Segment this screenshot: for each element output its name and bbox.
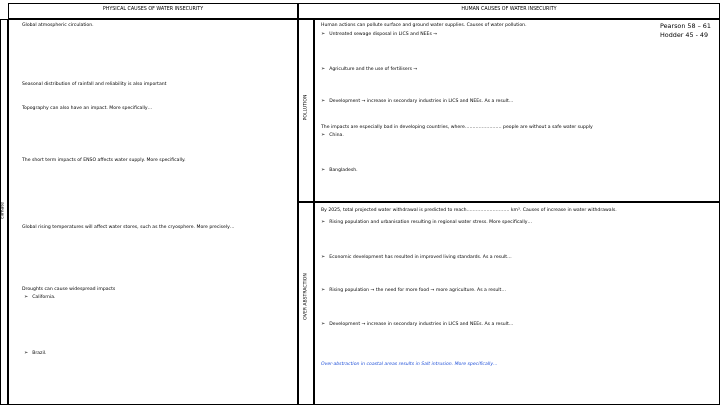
physical-bullet-brazil — [24, 350, 46, 357]
bullet-text: Agriculture and the use of fertilisers → — [329, 67, 418, 72]
arrow-bullet-icon: ➢ — [321, 219, 326, 225]
abstraction-section — [314, 202, 720, 405]
abstraction-bullet-1 — [321, 219, 532, 226]
bullet-text: Development → increase in secondary industries in LICS and NEEs. As a result… — [329, 322, 514, 327]
pollution-bullet-bangladesh — [321, 167, 358, 174]
physical-text-4: The short term impacts of ENSO affects water supply. More specifically. — [22, 158, 186, 163]
physical-column — [8, 19, 298, 405]
header-human: HUMAN CAUSES OF WATER INSECURITY — [461, 7, 557, 12]
physical-bullet-california — [24, 294, 55, 301]
abstraction-note: Over-abstraction in coastal areas results in Salt intrusion. More specifically… — [321, 362, 498, 367]
pollution-section — [314, 19, 720, 202]
pollution-bullet-1 — [321, 31, 437, 38]
abstraction-intro: By 2025, total projected water withdrawal is predicted to reach………………………. km³. Causes of increase in water withdrawals. — [321, 208, 617, 213]
ref-hodder: Hodder 45 - 49 — [660, 31, 709, 39]
physical-text-5: Global rising temperatures will affect water stores, such as the cryosphere. More precisely… — [22, 225, 235, 230]
bullet-text: Development → increase in secondary industries in LICS and NEEs. As a result… — [329, 99, 514, 104]
bullet-text: Rising population and urbanisation resulting in regional water stress. More specifically… — [329, 220, 533, 225]
bullet-text: Brazil. — [32, 351, 47, 356]
arrow-bullet-icon: ➢ — [321, 287, 326, 293]
physical-text-3: Topography can also have an impact. More specifically… — [22, 106, 153, 111]
abstraction-bullet-4 — [321, 321, 513, 328]
abstraction-bullet-2 — [321, 254, 512, 261]
bullet-text: Untreated sewage disposal in LICS and NEEs → — [329, 32, 438, 37]
bullet-text: China. — [329, 133, 344, 138]
bullet-text: California. — [32, 295, 56, 300]
arrow-bullet-icon: ➢ — [321, 254, 326, 260]
pollution-impacts: The impacts are especially bad in developing countries, where…………………… people are without a safe water supply — [321, 125, 593, 130]
abstraction-bullet-3 — [321, 287, 506, 294]
physical-text-6: Droughts can cause widespread impacts — [22, 287, 116, 292]
arrow-bullet-icon: ➢ — [24, 350, 29, 356]
physical-text-2: Seasonal distribution of rainfall and reliability is also important — [22, 82, 167, 87]
bullet-text: Bangladesh. — [329, 168, 358, 173]
pollution-intro: Human actions can pollute surface and ground water supplies. Causes of water pollution. — [321, 23, 527, 28]
bullet-text: Economic development has resulted in improved living standards. As a result… — [329, 255, 512, 260]
pollution-bullet-2 — [321, 66, 417, 73]
arrow-bullet-icon: ➢ — [321, 31, 326, 37]
abstraction-label: OVER ABSTRACTION — [303, 273, 309, 320]
arrow-bullet-icon: ➢ — [321, 66, 326, 72]
pollution-bullet-china — [321, 132, 344, 139]
arrow-bullet-icon: ➢ — [321, 98, 326, 104]
arrow-bullet-icon: ➢ — [321, 321, 326, 327]
arrow-bullet-icon: ➢ — [321, 132, 326, 138]
bullet-text: Rising population → the need for more food → more agriculture. As a result… — [329, 288, 506, 293]
physical-text-1: Global atmospheric circulation. — [22, 23, 94, 28]
pollution-label: POLLUTION — [303, 94, 309, 121]
ref-pearson: Pearson 58 – 61 — [660, 22, 711, 30]
pollution-bullet-3 — [321, 98, 513, 105]
header-physical: PHYSICAL CAUSES OF WATER INSECURITY — [102, 7, 204, 12]
climate-label: climate — [0, 202, 6, 219]
arrow-bullet-icon: ➢ — [24, 294, 29, 300]
arrow-bullet-icon: ➢ — [321, 167, 326, 173]
